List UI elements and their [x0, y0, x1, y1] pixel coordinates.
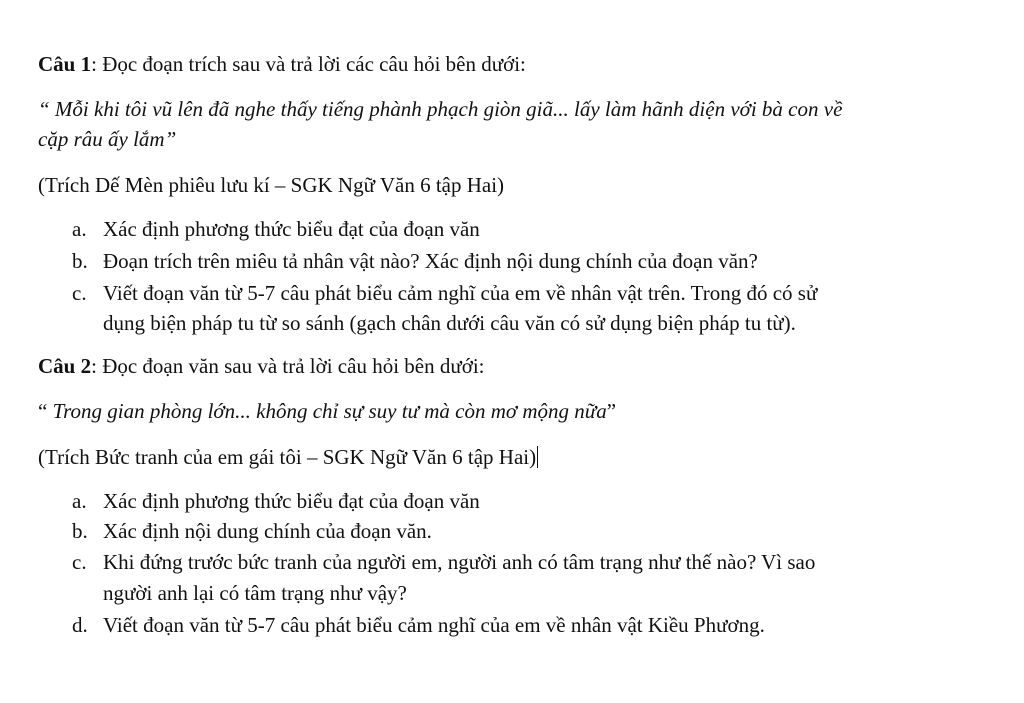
q1-item-b-text: Đoạn trích trên miêu tả nhân vật nào? Xác định nội dung chính của đoạn văn?	[103, 249, 758, 273]
q2-item-d-text: Viết đoạn văn từ 5-7 câu phát biểu cảm nghĩ của em về nhân vật Kiều Phương.	[103, 613, 765, 637]
q1-item-c-text-cont: dụng biện pháp tu từ so sánh (gạch chân dưới câu văn có sử dụng biện pháp tu từ).	[103, 311, 796, 335]
q1-item-c-marker: c.	[72, 281, 87, 305]
q2-item-c-text: Khi đứng trước bức tranh của người em, người anh có tâm trạng như thế nào? Vì sao	[103, 550, 816, 574]
q2-item-b-text: Xác định nội dung chính của đoạn văn.	[103, 519, 432, 543]
q1-prompt: : Đọc đoạn trích sau và trả lời các câu hỏi bên dưới:	[91, 52, 526, 76]
q1-heading	[38, 51, 526, 77]
q1-quote-line-1: “ Mỗi khi tôi vũ lên đã nghe thấy tiếng phành phạch giòn giã... lấy làm hãnh diện với bà con về	[38, 97, 843, 121]
q2-item-a-text: Xác định phương thức biểu đạt của đoạn văn	[103, 489, 480, 513]
q2-item-c-text-cont: người anh lại có tâm trạng như vậy?	[103, 581, 407, 605]
q2-quote	[38, 398, 616, 424]
q2-quote-close: ”	[606, 399, 617, 423]
q2-quote-text: Trong gian phòng lớn... không chỉ sự suy tư mà còn mơ mộng nữa	[52, 399, 607, 423]
q1-quote-line-2: cặp râu ấy lắm”	[38, 127, 177, 151]
q2-item-d-marker: d.	[72, 613, 88, 637]
q2-heading	[38, 353, 485, 379]
q2-quote-open: “	[38, 399, 53, 423]
q2-item-c-marker: c.	[72, 550, 87, 574]
text-cursor	[537, 446, 538, 468]
q2-item-b-marker: b.	[72, 519, 88, 543]
q1-item-a-text: Xác định phương thức biểu đạt của đoạn văn	[103, 217, 480, 241]
q1-item-b-marker: b.	[72, 249, 88, 273]
q2-label: Câu 2	[38, 354, 92, 378]
q2-source-text: (Trích Bức tranh của em gái tôi – SGK Ngữ Văn 6 tập Hai)	[38, 445, 537, 469]
q1-source: (Trích Dế Mèn phiêu lưu kí – SGK Ngữ Văn 6 tập Hai)	[38, 173, 505, 197]
q1-item-a-marker: a.	[72, 217, 87, 241]
q2-item-a-marker: a.	[72, 489, 87, 513]
q2-source	[38, 444, 538, 470]
q2-prompt: : Đọc đoạn văn sau và trả lời câu hỏi bên dưới:	[91, 354, 485, 378]
q1-item-c-text: Viết đoạn văn từ 5-7 câu phát biểu cảm nghĩ của em về nhân vật trên. Trong đó có sử	[103, 281, 818, 305]
q1-label: Câu 1	[38, 52, 92, 76]
